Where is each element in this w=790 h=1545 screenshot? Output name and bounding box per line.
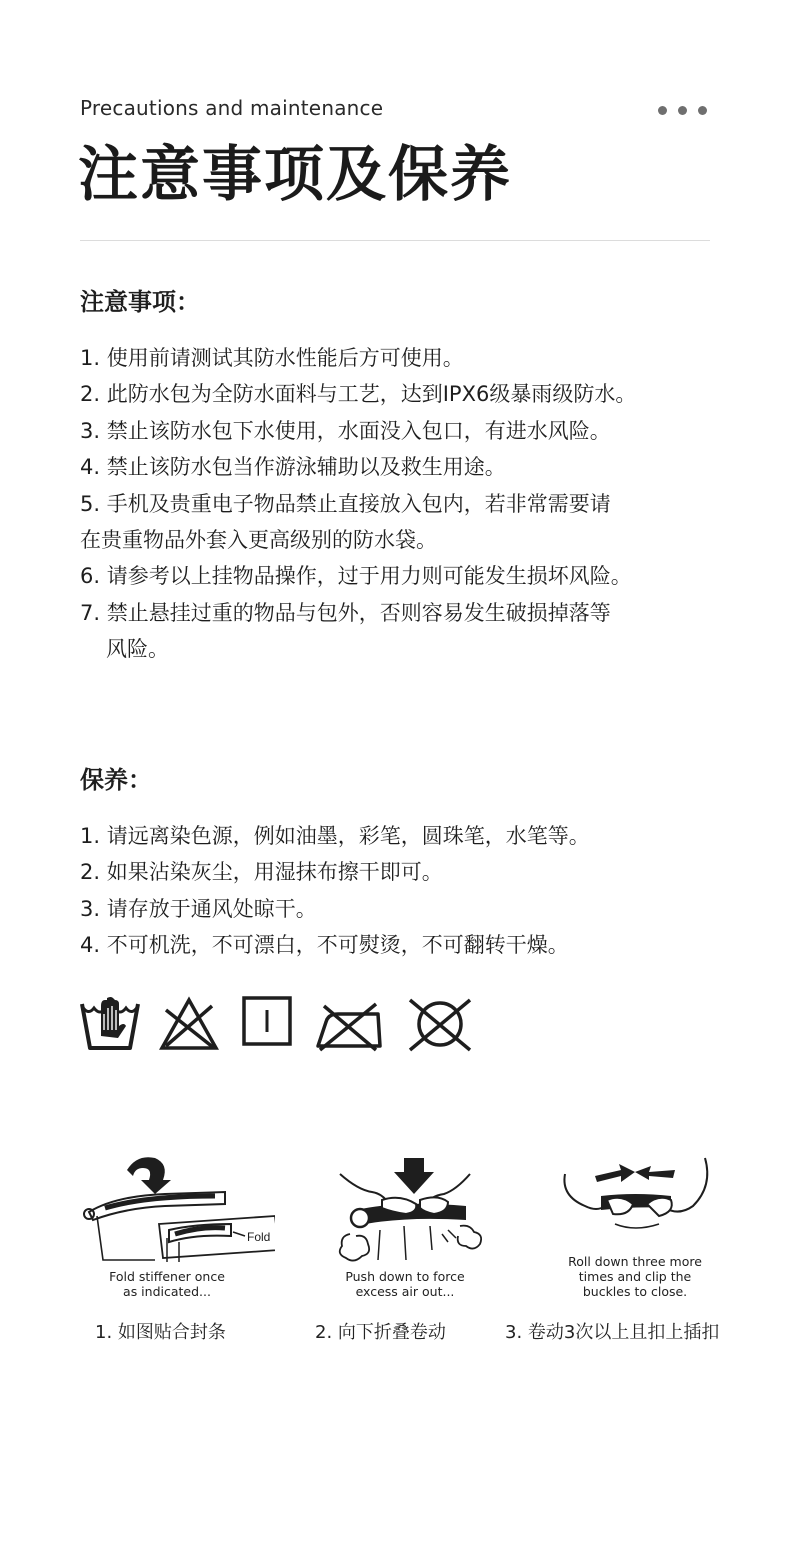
step-caption-en: Fold stiffener once as indicated... — [109, 1269, 225, 1299]
list-item: 1. 请远离染色源，例如油墨，彩笔，圆珠笔，水笔等。 — [80, 824, 590, 848]
list-item-continuation: 风险。 — [106, 637, 169, 662]
list-item: 2. 如果沾染灰尘，用湿抹布擦干即可。 — [80, 860, 443, 885]
no-bleach-icon — [158, 996, 220, 1052]
step-caption-en: Push down to force excess air out... — [345, 1269, 465, 1299]
precautions-list — [80, 340, 720, 668]
list-item-continuation: 在贵重物品外套入更高级别的防水袋。 — [80, 528, 437, 553]
push-air-out-illustration — [320, 1150, 490, 1265]
step-caption-cn: 1. 如图贴合封条 — [95, 1322, 226, 1343]
page-subtitle: Precautions and maintenance — [80, 96, 384, 120]
dot — [658, 106, 667, 115]
list-item: 7. 禁止悬挂过重的物品与包外，否则容易发生破损掉落等 — [80, 600, 611, 625]
maintenance-heading: 保养： — [80, 766, 152, 794]
list-item: 5. 手机及贵重电子物品禁止直接放入包内，若非常需要请 — [80, 491, 611, 516]
no-iron-icon — [314, 996, 384, 1052]
maintenance-list — [80, 818, 720, 964]
steps — [60, 1150, 750, 1350]
step-caption-cn: 3. 卷动3次以上且扣上插扣 — [505, 1322, 720, 1343]
precautions-heading: 注意事项： — [80, 288, 200, 316]
step-fold — [60, 1150, 290, 1299]
dot — [678, 106, 687, 115]
fold-label: Fold — [247, 1230, 271, 1244]
fold-stiffener-illustration — [75, 1150, 275, 1265]
step-push — [290, 1150, 520, 1299]
dot — [698, 106, 707, 115]
list-item: 6. 请参考以上挂物品操作，过于用力则可能发生损坏风险。 — [80, 564, 632, 589]
hand-wash-icon — [80, 996, 140, 1054]
care-icons — [80, 996, 474, 1054]
page-title: 注意事项及保养 — [78, 140, 512, 210]
list-item: 4. 禁止该防水包当作游泳辅助以及救生用途。 — [80, 455, 506, 480]
list-item: 1. 使用前请测试其防水性能后方可使用。 — [80, 346, 464, 370]
step-caption-en: Roll down three more times and clip the buckles to close. — [568, 1254, 702, 1299]
step-roll — [520, 1150, 750, 1299]
list-item: 4. 不可机洗，不可漂白，不可熨烫，不可翻转干燥。 — [80, 933, 569, 958]
step-caption-cn: 2. 向下折叠卷动 — [315, 1322, 446, 1343]
list-item: 3. 禁止该防水包下水使用，水面没入包口，有进水风险。 — [80, 418, 611, 443]
more-options-icon[interactable] — [658, 106, 707, 115]
no-tumble-dry-icon — [406, 996, 474, 1052]
list-item: 2. 此防水包为全防水面料与工艺，达到IPX6级暴雨级防水。 — [80, 382, 637, 407]
list-item: 3. 请存放于通风处晾干。 — [80, 896, 317, 921]
roll-and-clip-illustration — [555, 1150, 715, 1250]
title-divider — [80, 240, 710, 241]
line-dry-icon — [242, 996, 292, 1046]
